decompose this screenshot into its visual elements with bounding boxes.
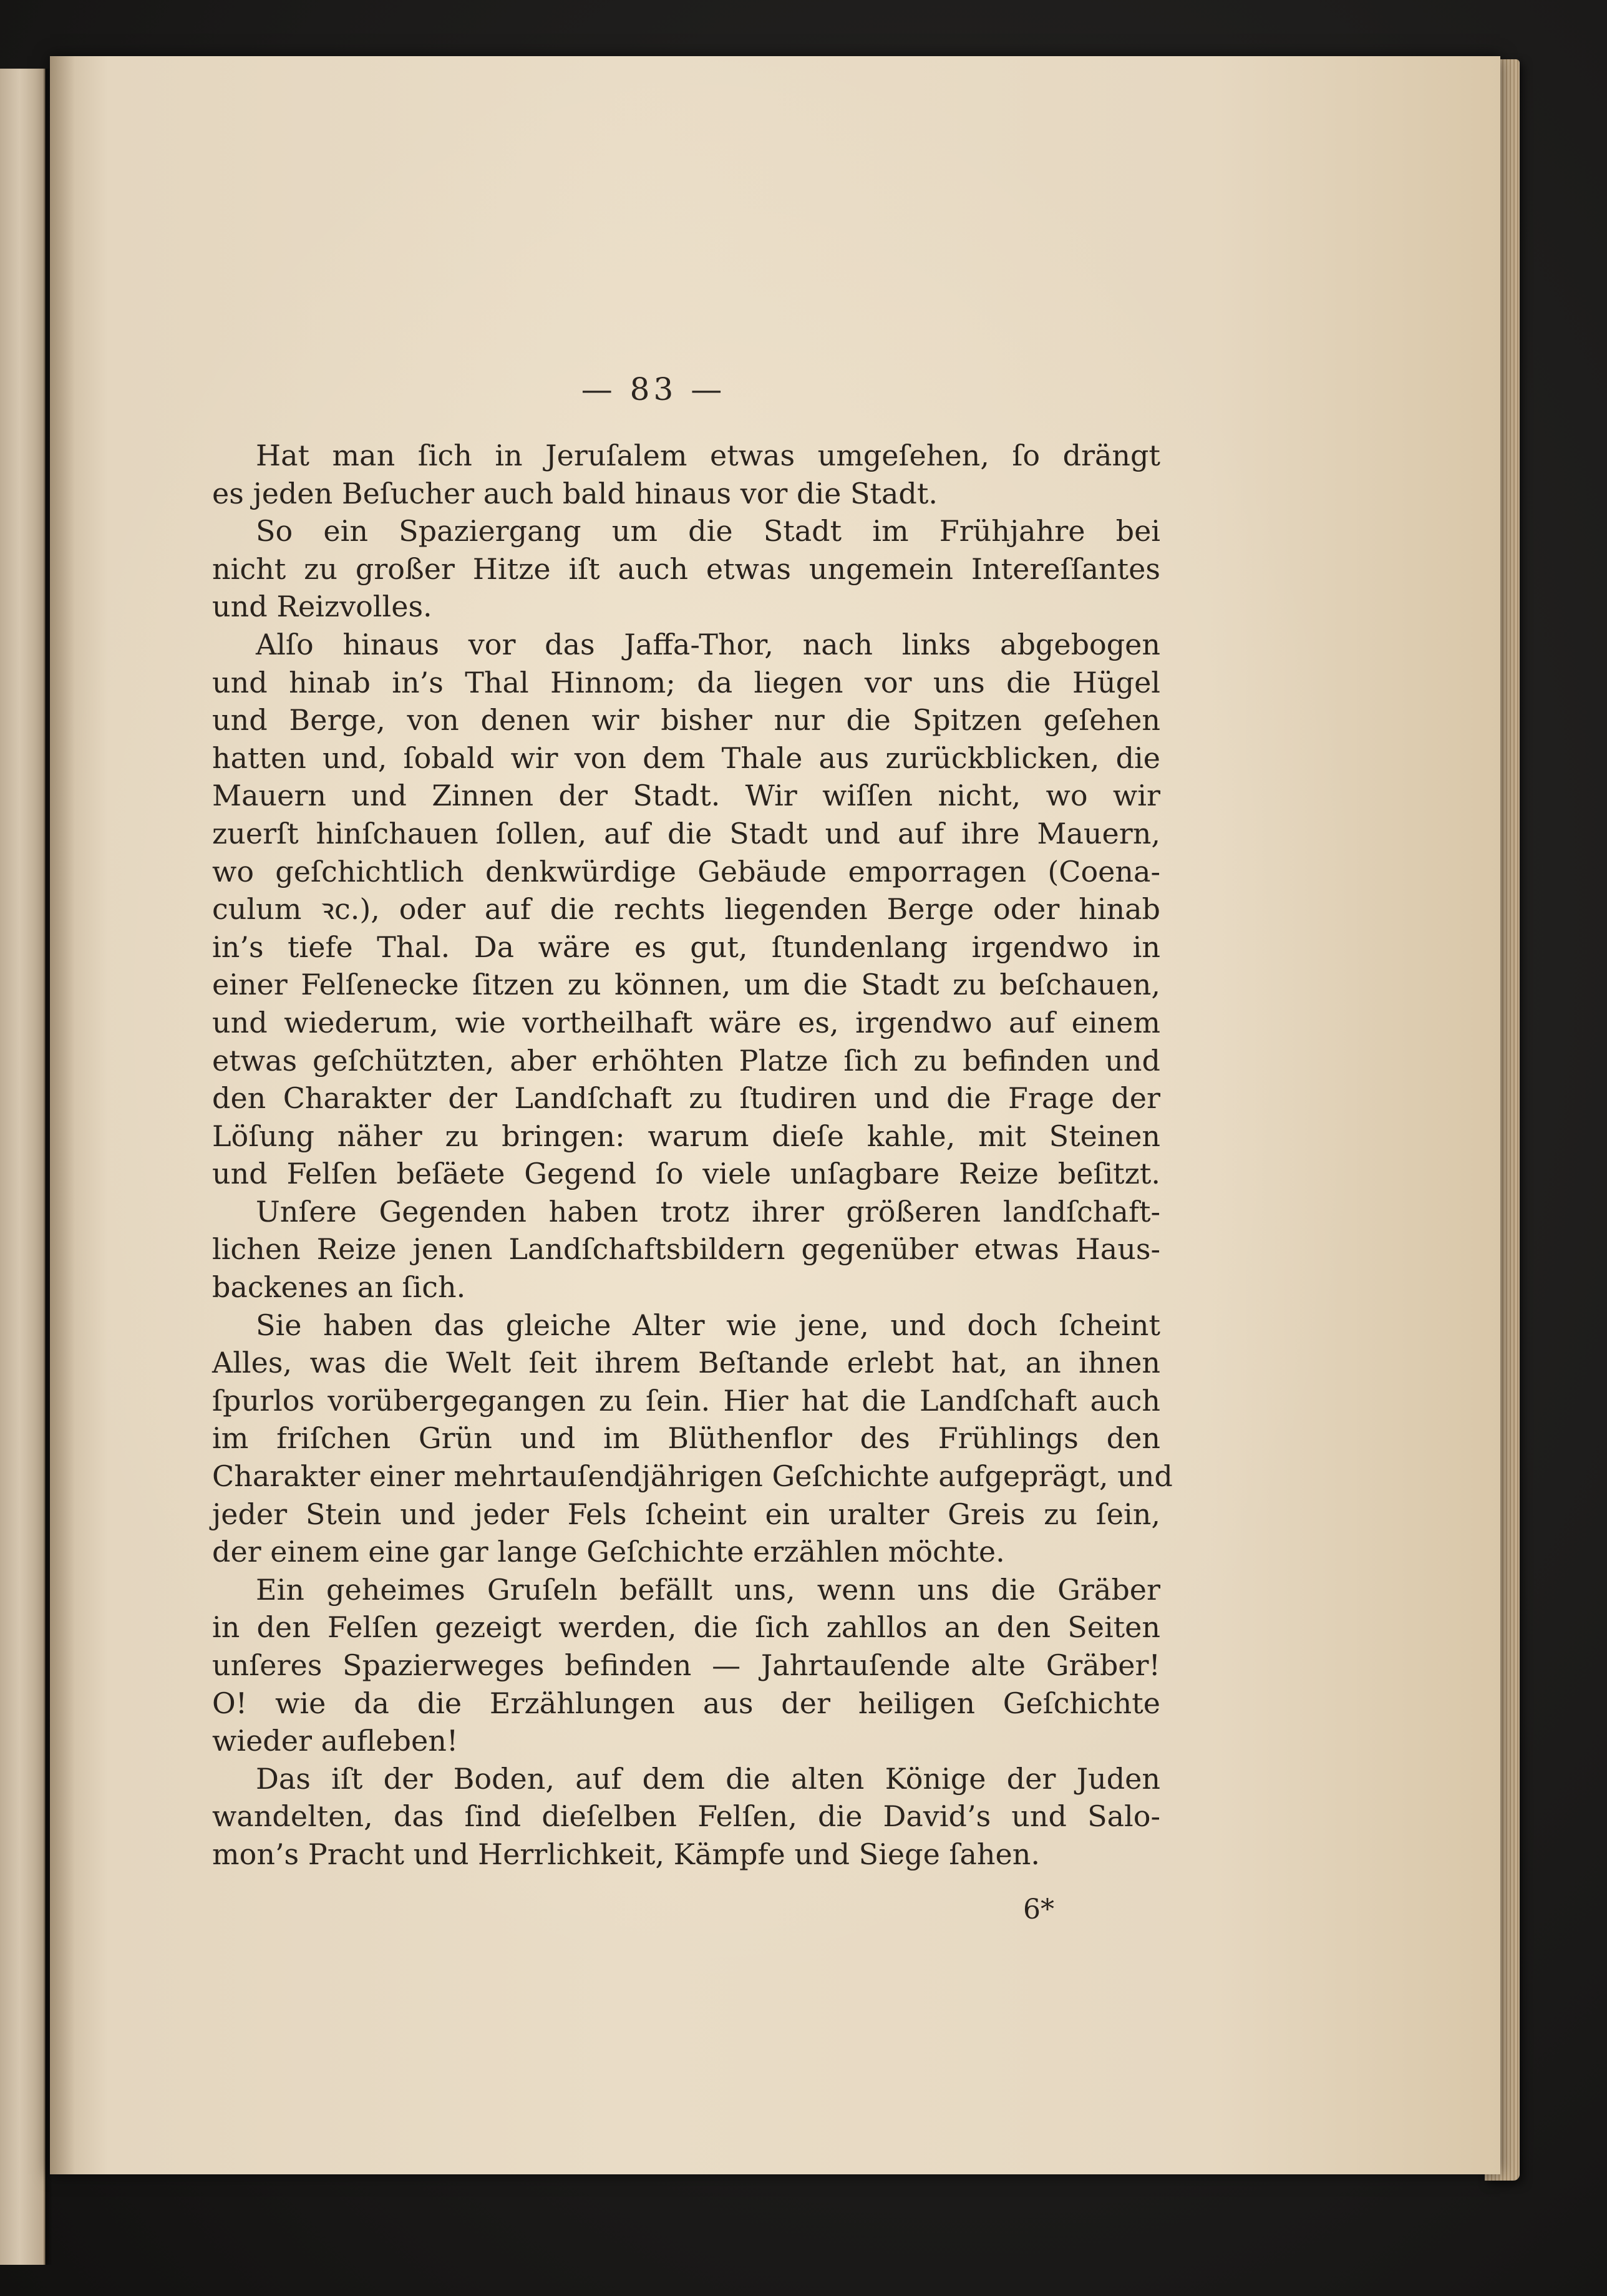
text-line: und Felſen beſäete Gegend ſo viele unſagbare Reize beſitzt.: [212, 1157, 1160, 1191]
text-line: Unſere Gegenden haben trotz ihrer größeren landſchaft-: [256, 1194, 1160, 1228]
signature-mark: 6*: [1023, 1894, 1054, 1925]
text-line: hatten und, ſobald wir von dem Thale aus zurückblicken, die: [212, 741, 1160, 775]
text-line: wo geſchichtlich denkwürdige Gebäude emporragen (Coena-: [212, 854, 1160, 888]
text-line: O! wie da die Erzählungen aus der heiligen Geſchichte: [212, 1686, 1160, 1720]
text-line: es jeden Beſucher auch bald hinaus vor die Stadt.: [212, 476, 938, 510]
text-line: Das iſt der Boden, auf dem die alten Könige der Juden: [256, 1761, 1160, 1796]
text-line: backenes an ſich.: [212, 1270, 466, 1305]
text-line: zuerſt hinſchauen ſollen, auf die Stadt und auf ihre Mauern,: [212, 816, 1160, 850]
text-line: im friſchen Grün und im Blüthenflor des Frühlings den: [212, 1421, 1160, 1456]
page-number: — 83 —: [581, 371, 726, 407]
text-line: mon’s Pracht und Herrlichkeit, Kämpfe und Siege ſahen.: [212, 1837, 1040, 1871]
text-line: und wiederum, wie vortheilhaft wäre es, irgendwo auf einem: [212, 1005, 1160, 1039]
book-page: [50, 56, 1500, 2174]
text-line: lichen Reize jenen Landſchaftsbildern gegenüber etwas Haus-: [212, 1232, 1160, 1267]
text-line: einer Felſenecke ſitzen zu können, um die Stadt zu beſchauen,: [212, 968, 1160, 1002]
text-line: Sie haben das gleiche Alter wie jene, und doch ſcheint: [256, 1308, 1160, 1342]
text-line: Mauern und Zinnen der Stadt. Wir wiſſen nicht, wo wir: [212, 779, 1160, 813]
text-line: Hat man ſich in Jeruſalem etwas umgeſehen, ſo drängt: [256, 439, 1160, 472]
text-line: jeder Stein und jeder Fels ſcheint ein uralter Greis zu ſein,: [212, 1497, 1160, 1531]
body-text: [212, 437, 1173, 1874]
text-line: und Berge, von denen wir bisher nur die Spitzen geſehen: [212, 703, 1160, 737]
text-line: Ein geheimes Gruſeln befällt uns, wenn uns die Gräber: [256, 1572, 1160, 1607]
text-line: den Charakter der Landſchaft zu ſtudiren und die Frage der: [212, 1081, 1160, 1116]
text-line: Charakter einer mehrtauſendjährigen Geſchichte aufgeprägt, und: [212, 1459, 1173, 1494]
text-line: ſpurlos vorübergegangen zu ſein. Hier hat die Landſchaft auch: [212, 1383, 1160, 1418]
text-line: culum ꝛc.), oder auf die rechts liegenden Berge oder hinab: [212, 892, 1160, 927]
text-line: Alles, was die Welt ſeit ihrem Beſtande erlebt hat, an ihnen: [212, 1346, 1160, 1380]
text-line: unſeres Spazierweges befinden — Jahrtauſende alte Gräber!: [212, 1648, 1160, 1682]
text-line: Löſung näher zu bringen: warum dieſe kahle, mit Steinen: [212, 1119, 1160, 1153]
text-line: wandelten, das ſind dieſelben Felſen, die David’s und Salo-: [212, 1799, 1160, 1834]
text-line: und hinab in’s Thal Hinnom; da liegen vor uns die Hügel: [212, 665, 1160, 699]
text-line: in’s tiefe Thal. Da wäre es gut, ſtundenlang irgendwo in: [212, 930, 1160, 964]
text-line: wieder aufleben!: [212, 1724, 459, 1758]
text-line: etwas geſchützten, aber erhöhten Platze ſich zu befinden und: [212, 1043, 1160, 1077]
text-line: So ein Spaziergang um die Stadt im Frühjahre bei: [256, 514, 1160, 548]
text-line: in den Felſen gezeigt werden, die ſich zahllos an den Seiten: [212, 1610, 1160, 1645]
text-line: Alſo hinaus vor das Jaffa-Thor, nach links abgebogen: [256, 627, 1160, 661]
text-line: und Reizvolles.: [212, 590, 432, 624]
text-line: der einem eine gar lange Geſchichte erzählen möchte.: [212, 1535, 1005, 1569]
text-line: nicht zu großer Hitze iſt auch etwas ungemein Intereſſantes: [212, 552, 1160, 586]
